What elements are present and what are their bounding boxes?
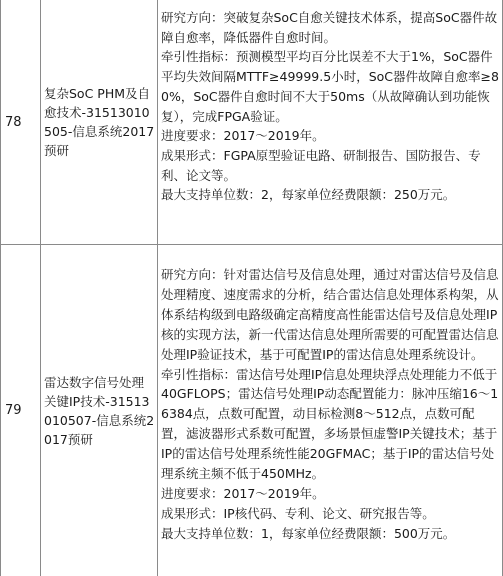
project-name: 复杂SoC PHM及自愈技术-31513010505-信息系统2017预研: [44, 86, 155, 158]
funding-limit: 最大支持单位数：2，每家单位经费限额：250万元。: [161, 187, 456, 203]
deliverables: 成果形式：IP核代码、专利、论文、研究报告等。: [161, 505, 435, 521]
row-number: 78: [5, 114, 22, 130]
target-indicators: 牵引性指标：雷达信号处理IP信息处理块浮点处理能力不低于40GFLOPS；雷达信号处理IP动态配置能力：脉冲压缩16～16384点，点数可配置，动目标检测8～512点，点数可配置，滤波器形式系数可配置，多场景恒虚警IP关键技术；基于IP的雷达信号处理系统性能20GFMAC；基于IP的雷达信号处理系统主频不低于450MHz。: [161, 366, 499, 482]
schedule-requirement: 进度要求：2017～2019年。: [161, 128, 325, 144]
project-content-cell: [158, 245, 502, 576]
project-name: 雷达数字信号处理关键IP技术-31513010507-信息系统2017预研: [44, 374, 155, 447]
target-indicators: 牵引性指标：预测模型平均百分比误差不大于1%，SoC器件平均失效间隔MTTF≥49999.5小时，SoC器件故障自愈率≥80%，SoC器件自愈时间不大于50ms（从故障确认到功能恢复），完成FPGA验证。: [161, 49, 499, 124]
project-content-cell: [158, 0, 502, 244]
table-row: [1, 245, 502, 576]
project-name-cell: [41, 245, 158, 576]
research-direction: 研究方向：突破复杂SoC自愈关键技术体系，提高SoC器件故障自愈率，降低器件自愈时间。: [161, 10, 498, 45]
row-number: 79: [5, 403, 22, 418]
schedule-requirement: 进度要求：2017～2019年。: [161, 485, 325, 501]
research-direction: 研究方向：针对雷达信号及信息处理，通过对雷达信号及信息处理精度、速度需求的分析，结合雷达信息处理体系构架，从体系结构级到电路级确定高精度高性能雷达信号及信息处理IP核的实现方法，新一代雷达信息处理所需要的可配置雷达信息处理IP验证技术，基于可配置IP的雷达信息处理系统设计。: [161, 267, 499, 362]
funding-limit: 最大支持单位数：1，每家单位经费限额：500万元。: [161, 525, 456, 541]
project-name-cell: [41, 0, 158, 244]
row-number-cell: [1, 245, 41, 576]
table-row: [1, 0, 502, 245]
row-number-cell: [1, 0, 41, 244]
deliverables: 成果形式：FGPA原型验证电路、研制报告、国防报告、专利、论文等。: [161, 147, 481, 183]
